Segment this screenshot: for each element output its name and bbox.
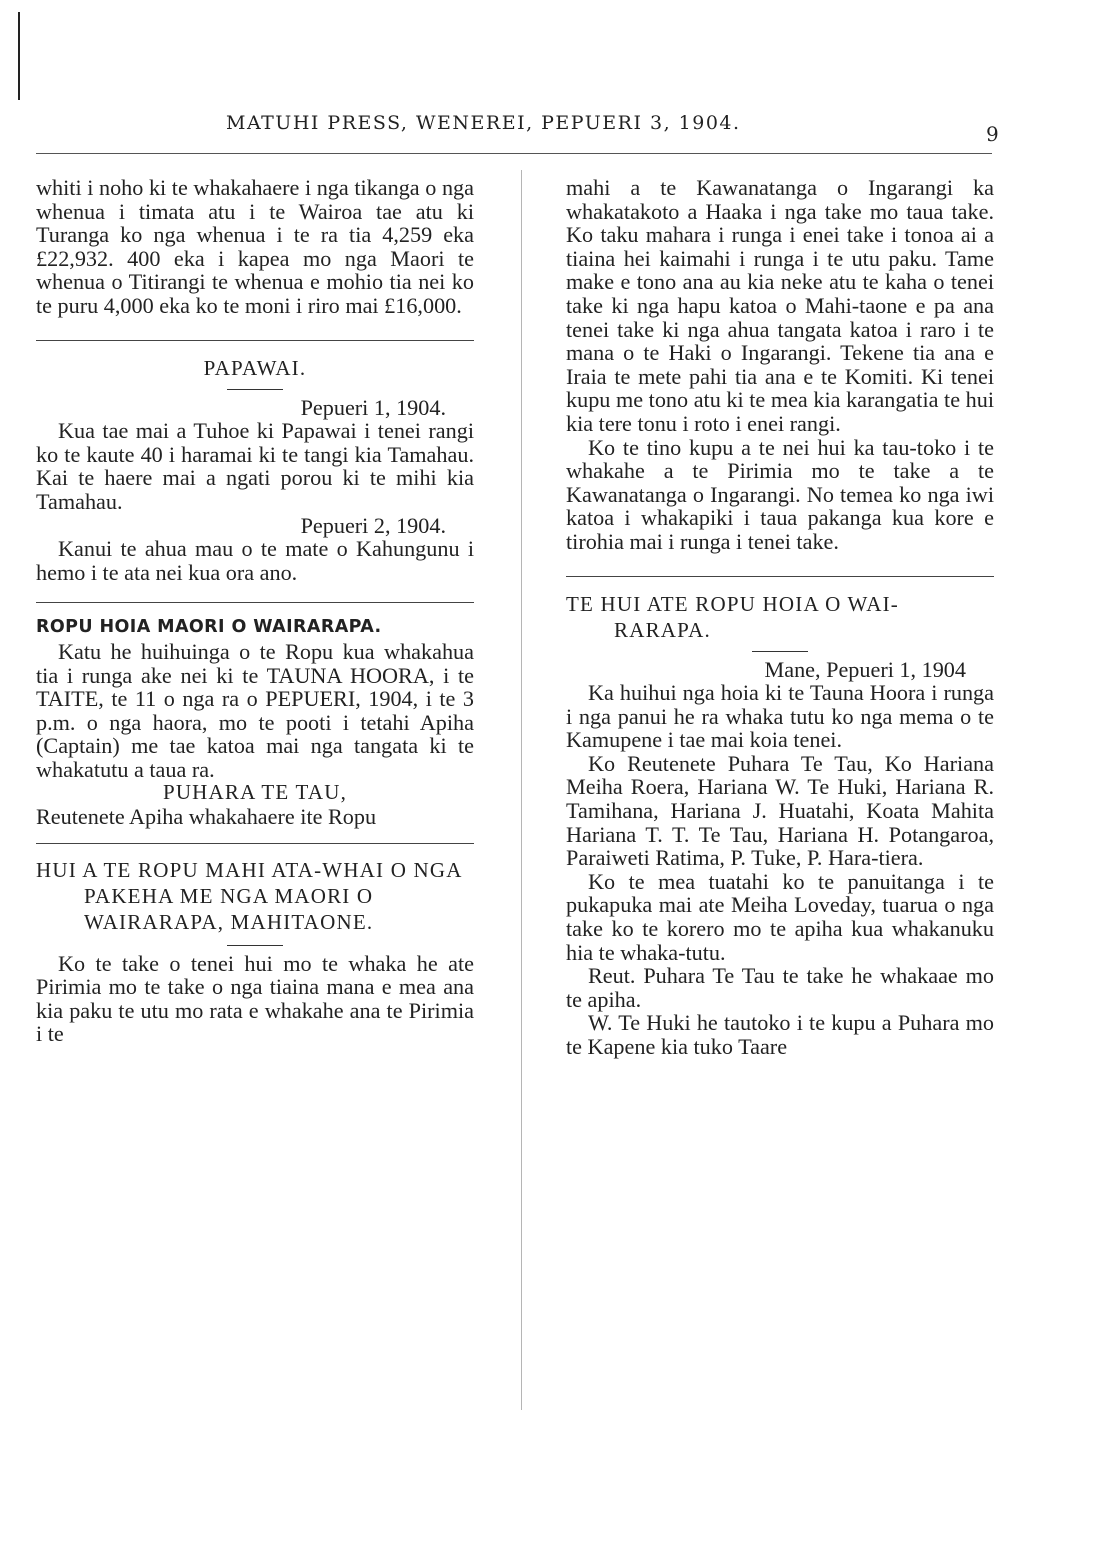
column-divider: [521, 170, 522, 1410]
ropu-hoia-title: ROPU HOIA MAORI O WAIRARAPA.: [36, 617, 382, 638]
continuation-paragraph-1: mahi a te Kawanatanga o Ingarangi ka whakatakoto a Haaka i nga take mo taua take. Ko taku mahara i runga i enei take i tonoa ai a tiaina hei kaimahi i runga i te utu paku. Tame make e tono ana au kia neke atu te kaha o tenei take ki nga hapu katoa o Mahi-taone e pa ana tenei take ki nga ahua tangata katoa i raro i te mana o te Haki o Ingarangi. Tekene tia ana e Iraia te mete pahi tia ana e te Komiti. Ki tenei kupu me tono atu ki te mea kia karangatia te hui kia tere tonu i roto i enei rangi.: [566, 175, 994, 436]
hui-ate-paragraph-3: Ko te mea tuatahi ko te panuitanga i te pukapuka mai ate Meiha Loveday, tuarua o nga take ko te korero mo te apiha kua whakanuku hia te whaka-tutu.: [566, 868, 994, 965]
papawai-date-1: Pepueri 1, 1904.: [300, 394, 446, 420]
papawai-paragraph-2: Kanui te ahua mau o te mate o Kahungunu i hemo i te ata nei kua ora ano.: [36, 536, 474, 585]
margin-line: [18, 12, 20, 100]
hui-mahi-paragraph: Ko te take o tenei hui mo te whaka he ate Pirimia mo te take o nga tiaina mana e mea ana kia paku te utu mo rata e whakahe ana te Pirimia i te: [36, 950, 474, 1047]
signature-name: PUHARA TE TAU,: [162, 780, 348, 805]
hui-ate-title: TE HUI ATE ROPU HOIA O WAI-RARAPA.: [566, 591, 899, 642]
papawai-date-2: Pepueri 2, 1904.: [300, 512, 446, 538]
papawai-section: [36, 355, 474, 585]
hui-ate-paragraph-5: W. Te Huki he tautoko i te kupu a Puhara mo te Kapene kia tuko Taare: [566, 1010, 994, 1059]
short-rule: [752, 651, 808, 652]
right-column: [566, 176, 994, 1059]
section-rule: [36, 602, 474, 603]
ropu-hoia-paragraph: Katu he huihuinga o te Ropu kua whakahua tia i runga ake nei ki te TAUNA HOORA, i te TAITE, te 11 o nga ra o PEPUERI, 1904, i te 3 p.m. o nga haora, mo te pooti i tetahi Apiha (Captain) me tae katoa mai nga tangata ki te whakatutu a taua ra.: [36, 638, 474, 782]
page-number: 9: [986, 122, 999, 146]
signature-title: Reutenete Apiha whakahaere ite Ropu: [36, 804, 377, 830]
papawai-paragraph-1: Kua tae mai a Tuhoe ki Papawai i tenei rangi ko te kaute 40 i haramai ki te tangi kia Tamahau. Kai te haere mai a ngati porou ki te mihi kia Tamahau.: [36, 418, 474, 514]
hui-ate-paragraph-4: Reut. Puhara Te Tau te take he whakaae mo te apiha.: [566, 963, 994, 1012]
section-rule: [36, 340, 474, 341]
ropu-hoia-section: [36, 616, 474, 828]
hui-ate-section: [566, 591, 994, 1059]
short-rule: [227, 389, 283, 390]
header-rule: [36, 153, 992, 154]
section-rule: [36, 843, 474, 844]
hui-ate-date: Mane, Pepueri 1, 1904: [764, 656, 966, 682]
section-rule: [566, 576, 994, 577]
papawai-title: PAPAWAI.: [203, 355, 307, 380]
continuation-paragraph-2: Ko te tino kupu a te nei hui ka tau-toko i te whakahe a te Pirimia mo te take a te Kawanatanga o Ingarangi. No temea ko nga iwi katoa i whakapiki i taua pakanga kua kore e tirohia mai i runga i tenei take.: [566, 434, 994, 554]
short-rule: [227, 945, 283, 946]
intro-paragraph: whiti i noho ki te whakahaere i nga tikanga o nga whenua i timata atu i te Wairoa tae atu ki Turanga ko nga whenua i te ra tia 4,259 eka £22,932. 400 eka i kapea mo nga Maori te whenua o Titirangi te whenua e mohio tia nei ko te puru 4,000 eka ko te moni i riro mai £16,000.: [36, 175, 474, 318]
hui-mahi-section: [36, 857, 474, 1046]
hui-ate-paragraph-2: Ko Reutenete Puhara Te Tau, Ko Hariana Meiha Roera, Hariana W. Te Huki, Hariana R. Tamihana, Hariana J. Huatahi, Koata Mahita Hariana T. T. Te Tau, Hariana H. Potangaroa, Paraiweti Ratima, P. Tuke, P. Hara-tiera.: [566, 750, 994, 871]
hui-mahi-title: HUI A TE ROPU MAHI ATA-WHAI O NGA PAKEHA ME NGA MAORI O WAIRARAPA, MAHITAONE.: [36, 857, 462, 934]
running-head: MATUHI PRESS, WENEREI, PEPUERI 3, 1904.: [226, 112, 741, 134]
hui-ate-paragraph-1: Ka huihui nga hoia ki te Tauna Hoora i runga i nga panui he ra whaka tutu ko nga mema o te Kamupene i tae mai koia tenei.: [566, 680, 994, 753]
left-column: [36, 176, 474, 1046]
